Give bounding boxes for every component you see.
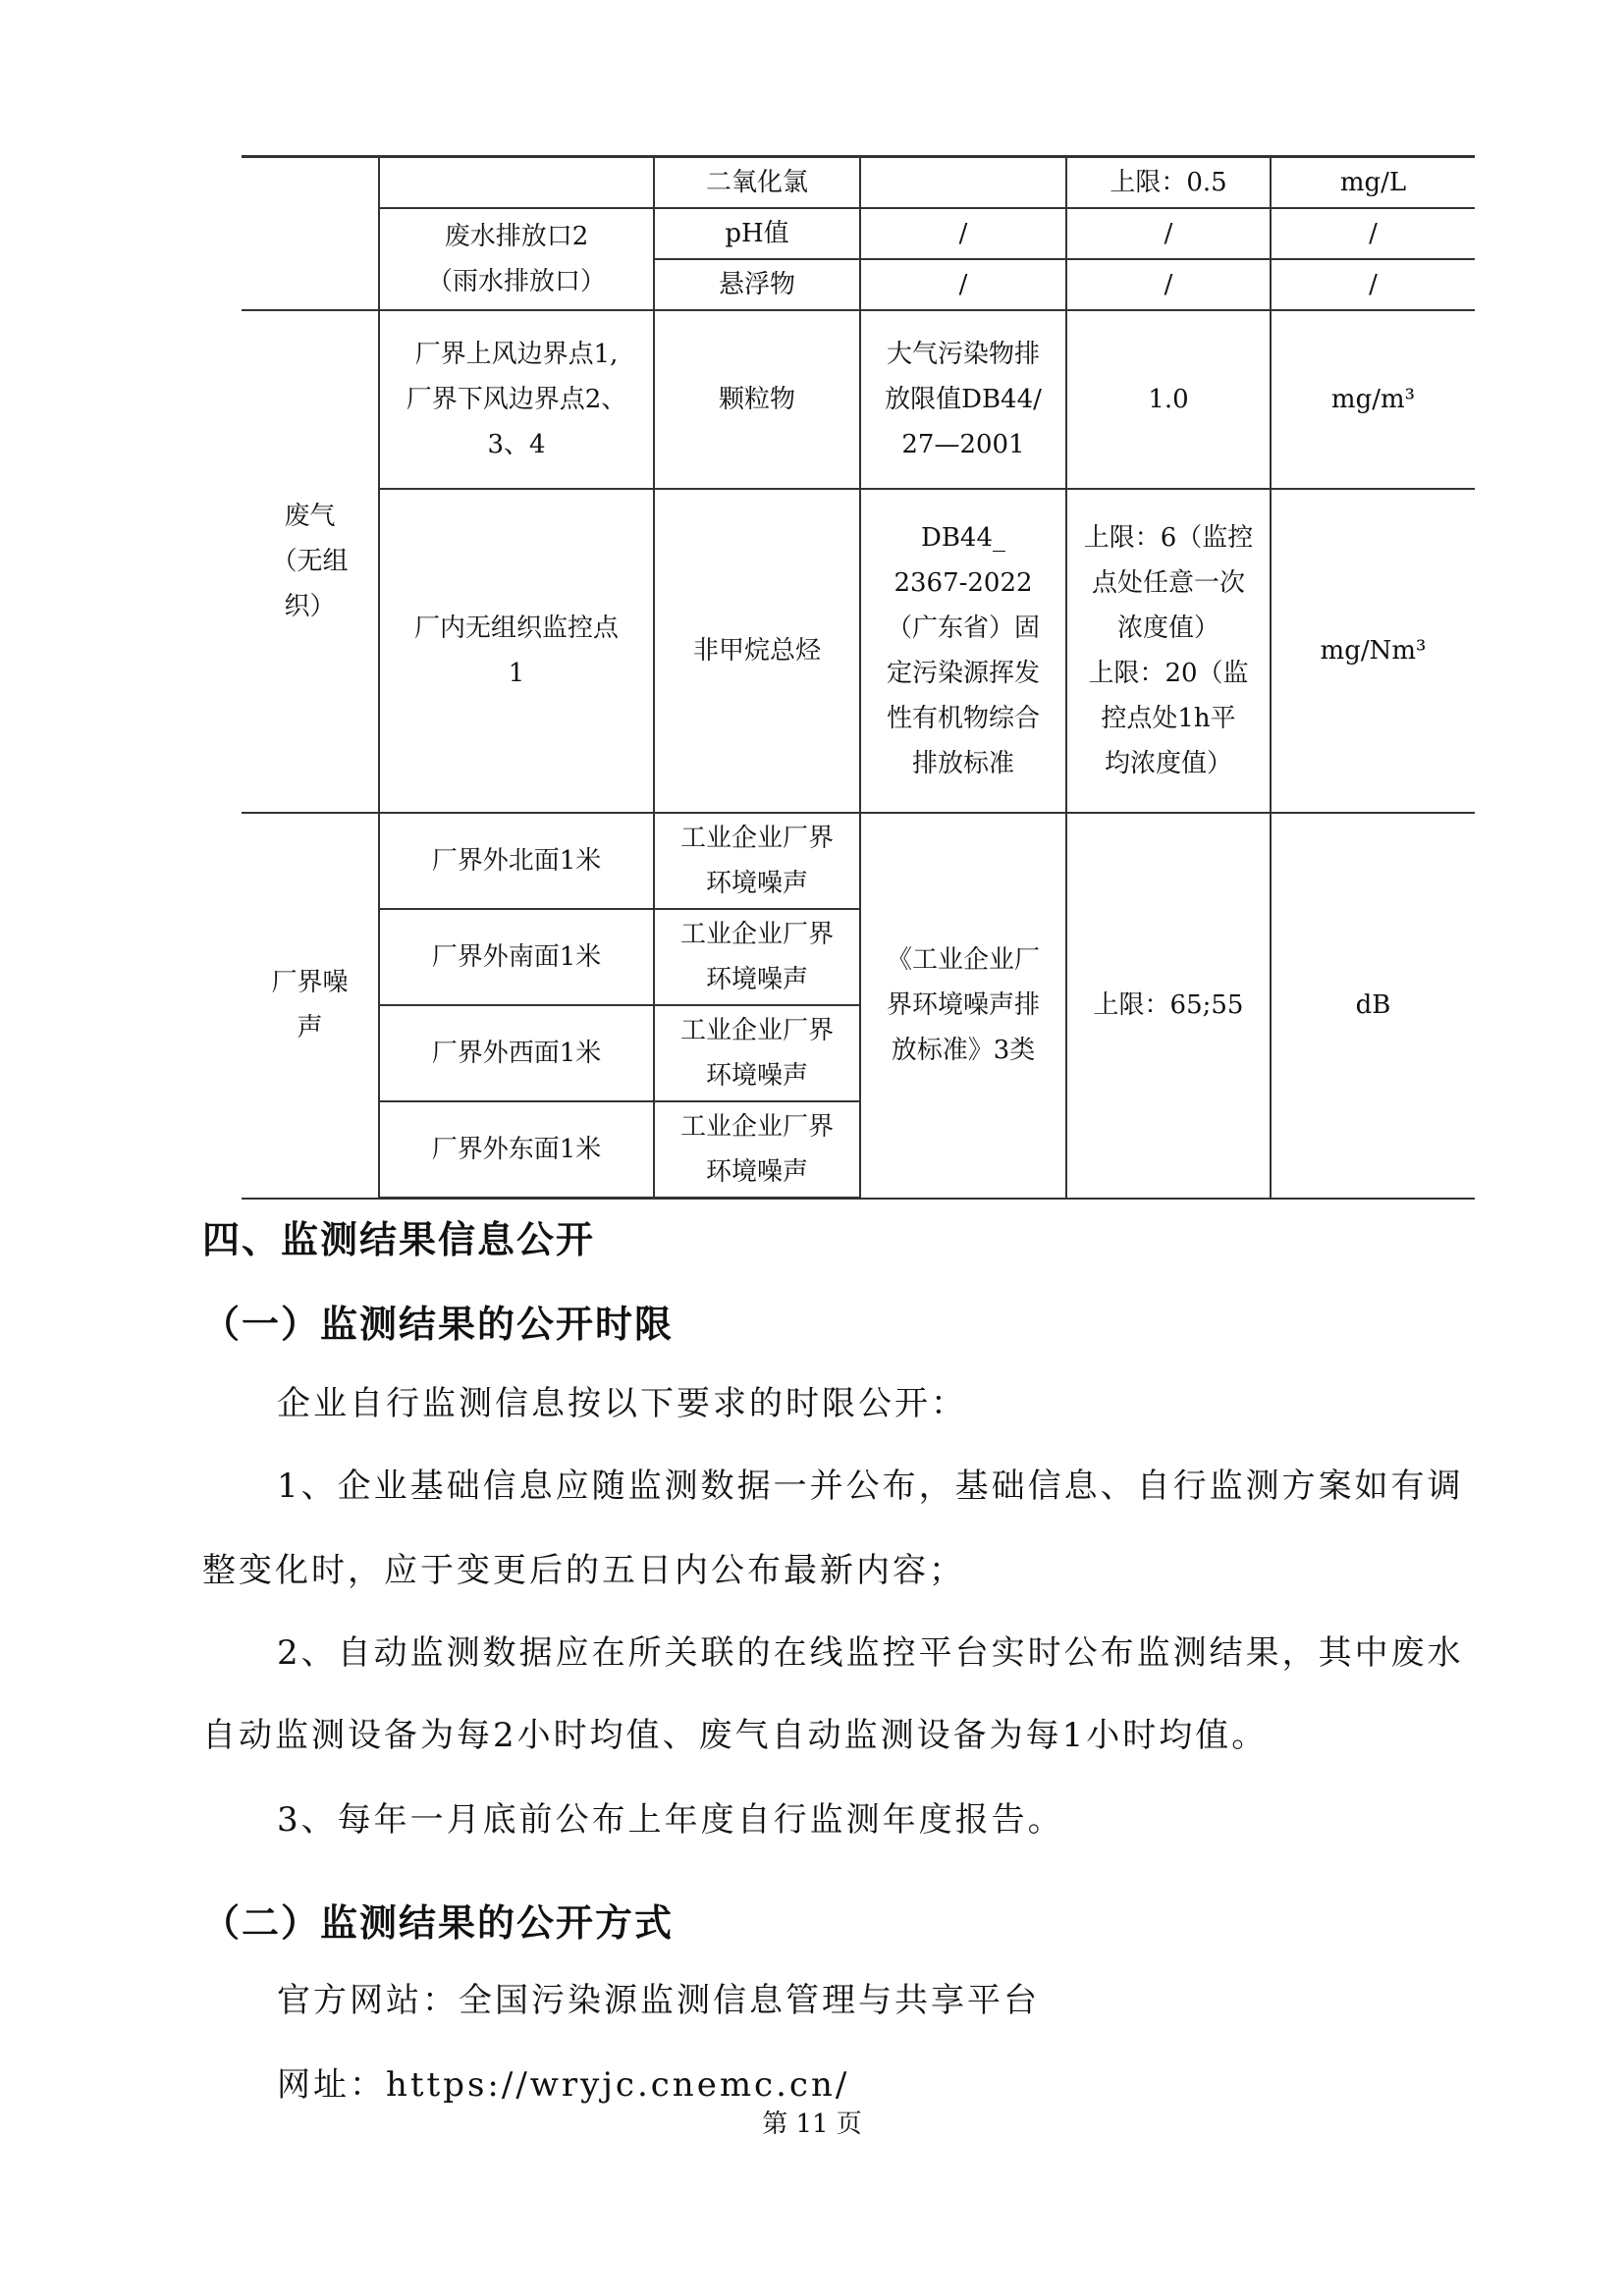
page-number: 第 11 页 — [762, 2109, 862, 2139]
table-cell: / — [1271, 259, 1475, 310]
table-cell: 大气污染物排 放限值DB44/ 27—2001 — [860, 310, 1066, 489]
table-cell: 非甲烷总烃 — [654, 489, 860, 813]
table-cell: 二氧化氯 — [654, 157, 860, 209]
table-cell: mg/Nm³ — [1271, 489, 1475, 813]
paragraph: 1、企业基础信息应随监测数据一并公布，基础信息、自行监测方案如有调 — [277, 1467, 1464, 1506]
table-cell: / — [860, 208, 1066, 259]
table-cell: 工业企业厂界 环境噪声 — [654, 909, 860, 1005]
table-cell: 厂界外西面1米 — [379, 1005, 654, 1101]
table-row — [242, 310, 1475, 489]
monitoring-table — [242, 155, 1475, 1200]
table-cell: 厂界外南面1米 — [379, 909, 654, 1005]
table-cell: 工业企业厂界 环境噪声 — [654, 1101, 860, 1199]
table-cell: 《工业企业厂 界环境噪声排 放标准》3类 — [860, 813, 1066, 1199]
table-cell: 悬浮物 — [654, 259, 860, 310]
table-cell: 1.0 — [1066, 310, 1271, 489]
table-cell — [379, 157, 654, 209]
paragraph: 自动监测设备为每2小时均值、废气自动监测设备为每1小时均值。 — [202, 1716, 1269, 1755]
paragraph: 3、每年一月底前公布上年度自行监测年度报告。 — [277, 1800, 1064, 1840]
table-cell — [860, 157, 1066, 209]
table-cell: mg/m³ — [1271, 310, 1475, 489]
subsection-heading: （二）监测结果的公开方式 — [202, 1901, 675, 1945]
table-cell: 上限：6（监控 点处任意一次 浓度值） 上限：20（监 控点处1h平 均浓度值） — [1066, 489, 1271, 813]
table-row — [242, 208, 1475, 259]
table-cell: 上限：0.5 — [1066, 157, 1271, 209]
table-cell: pH值 — [654, 208, 860, 259]
table-cell: 废水排放口2 （雨水排放口） — [379, 208, 654, 310]
table-row — [242, 813, 1475, 909]
table-cell: 废气 （无组 织） — [242, 310, 379, 813]
table-row — [242, 489, 1475, 813]
paragraph: 2、自动监测数据应在所关联的在线监控平台实时公布监测结果，其中废水 — [277, 1633, 1464, 1673]
section-heading: 四、监测结果信息公开 — [202, 1218, 596, 1261]
table-cell: 工业企业厂界 环境噪声 — [654, 1005, 860, 1101]
paragraph: 企业自行监测信息按以下要求的时限公开： — [277, 1384, 967, 1423]
paragraph: 整变化时，应于变更后的五日内公布最新内容； — [202, 1551, 965, 1590]
table-cell: DB44_ 2367-2022 （广东省）固 定污染源挥发 性有机物综合 排放标准 — [860, 489, 1066, 813]
table-cell — [242, 157, 379, 311]
table-cell: 厂界上风边界点1, 厂界下风边界点2、 3、4 — [379, 310, 654, 489]
table-cell: / — [1066, 259, 1271, 310]
table-cell: 厂界噪 声 — [242, 813, 379, 1199]
table-cell: 颗粒物 — [654, 310, 860, 489]
table-cell: / — [1271, 208, 1475, 259]
table-cell: / — [1066, 208, 1271, 259]
table-row — [242, 157, 1475, 209]
subsection-heading: （一）监测结果的公开时限 — [202, 1303, 675, 1346]
table-cell: 工业企业厂界 环境噪声 — [654, 813, 860, 909]
table-cell: mg/L — [1271, 157, 1475, 209]
table-cell: / — [860, 259, 1066, 310]
table-cell: 厂界外北面1米 — [379, 813, 654, 909]
table-cell: 上限：65;55 — [1066, 813, 1271, 1199]
table-cell: 厂界外东面1米 — [379, 1101, 654, 1199]
table-cell: 厂内无组织监控点 1 — [379, 489, 654, 813]
url-line: 网址：https://wryjc.cnemc.cn/ — [277, 2065, 850, 2105]
table-cell: dB — [1271, 813, 1475, 1199]
paragraph: 官方网站：全国污染源监测信息管理与共享平台 — [277, 1981, 1040, 2020]
